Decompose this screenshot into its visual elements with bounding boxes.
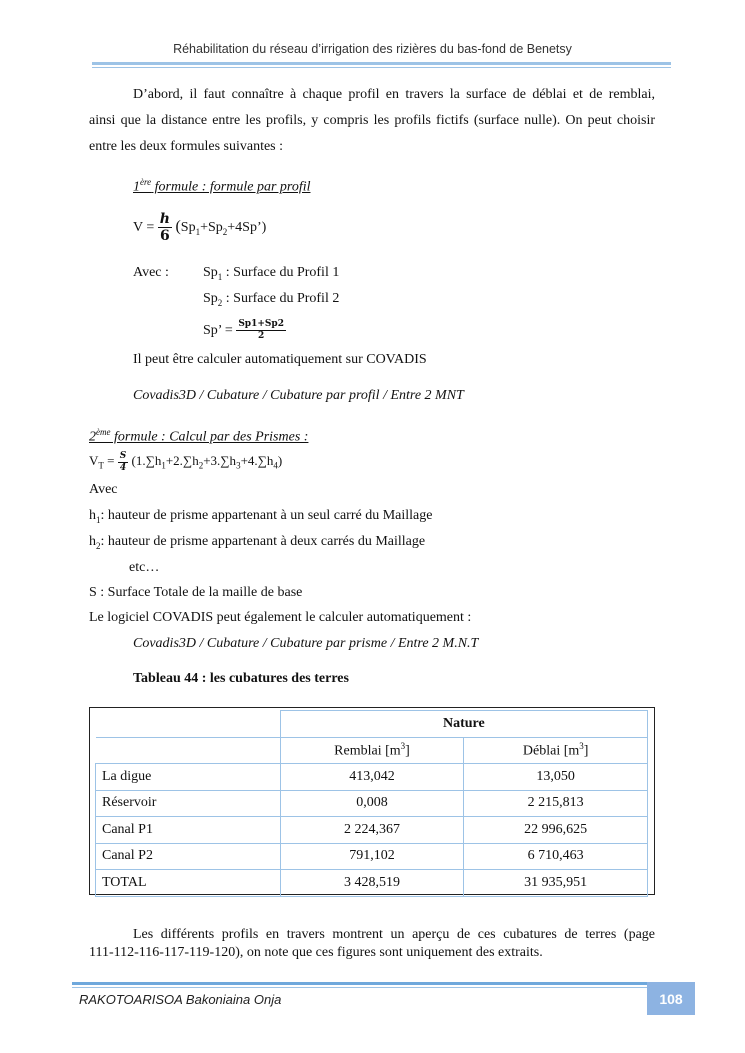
footer-author: RAKOTOARISOA Bakoniaina Onja [79, 992, 282, 1007]
formula2-heading: 2ème formule : Calcul par des Prismes : [89, 427, 309, 445]
cell-remblai: 791,102 [280, 843, 464, 870]
table-row-total [96, 870, 648, 897]
spmean-fraction: $\frac{Sp1+Sp2}{2}$ [238, 319, 284, 342]
table-corner-cell-2 [96, 737, 281, 764]
row-label: TOTAL [96, 870, 281, 897]
formula2-fraction: $\frac{S}{4}$ [119, 450, 127, 473]
cell-deblai: 2 215,813 [464, 790, 648, 817]
footer-rule-thin [72, 987, 648, 988]
cell-deblai: 31 935,951 [464, 870, 648, 897]
running-header: Réhabilitation du réseau d’irrigation des rizières du bas-fond de Benetsy [173, 42, 572, 56]
table-header-row [96, 737, 648, 764]
cell-remblai: 0,008 [280, 790, 464, 817]
formula1-avec: Avec : [133, 265, 169, 280]
cell-deblai: 6 710,463 [464, 843, 648, 870]
formula1-auto: Il peut être calculer automatiquement sur COVADIS [133, 352, 427, 367]
formula1-def-spmean: Sp’ = $\frac{Sp1+Sp2}{2}$ [203, 319, 284, 342]
cell-remblai: 3 428,519 [280, 870, 464, 897]
table-row [96, 764, 648, 791]
formula1-def-sp1: $Sp_1$ : Surface du Profil 1 [203, 265, 340, 282]
row-label: Canal P2 [96, 843, 281, 870]
page-number-badge: 108 [647, 982, 695, 1015]
formula2-avec: Avec [89, 482, 118, 497]
formula2-def-h1: $h_1$: hauteur de prisme appartenant à un seul carré du Maillage [89, 508, 433, 525]
column-header-deblai: Déblai $[m^3]$ [464, 737, 648, 764]
formula2-def-h2: $h_2$: hauteur de prisme appartenant à deux carrés du Maillage [89, 534, 426, 551]
table-row [96, 843, 648, 870]
closing-line-1: Les différents profils en travers montrent un aperçu de ces cubatures de terres (page [133, 927, 655, 942]
cell-deblai: 22 996,625 [464, 817, 648, 844]
cell-remblai: 413,042 [280, 764, 464, 791]
formula1-path: Covadis3D / Cubature / Cubature par profil / Entre 2 MNT [133, 388, 464, 403]
row-label: La digue [96, 764, 281, 791]
closing-line-2: 111-112-116-117-119-120), on note que ces figures sont uniquement des extraits. [89, 945, 543, 960]
intro-line-1: D’abord, il faut connaître à chaque profil en travers la surface de déblai et de remblai, [133, 87, 655, 102]
table-row [96, 790, 648, 817]
header-rule-thin [92, 67, 671, 68]
header-rule [92, 62, 671, 65]
formula1-equation: V = $\frac{h}{6}$ $(Sp_1+Sp_2+4Sp’)$ [133, 211, 267, 245]
table-corner-cell [96, 711, 281, 738]
formula1-fraction: $\frac{h}{6}$ [159, 211, 170, 245]
cell-deblai: 13,050 [464, 764, 648, 791]
formula1-def-sp2: $Sp_2$ : Surface du Profil 2 [203, 291, 340, 308]
table-header-group-row [96, 711, 648, 738]
formula2-equation: $V_T$ = $\frac{S}{4}$ $(1.\sum h_1+2.\sum h_2+3.\sum h_3+4.\sum h_4)$ [89, 450, 283, 473]
row-label: Réservoir [96, 790, 281, 817]
cubature-table-frame [89, 707, 655, 895]
formula1-heading: 1ère formule : formule par profil [133, 177, 311, 195]
column-header-remblai: Remblai $[m^3]$ [280, 737, 464, 764]
formula2-path: Covadis3D / Cubature / Cubature par prisme / Entre 2 M.N.T [133, 636, 479, 651]
intro-line-2: ainsi que la distance entre les profils, y compris les profils fictifs (surface nulle). On peut choisir [89, 113, 655, 128]
formula2-s-def: S : Surface Totale de la maille de base [89, 585, 303, 600]
table-group-header: Nature [280, 711, 647, 738]
formula2-auto: Le logiciel COVADIS peut également le calculer automatiquement : [89, 610, 472, 625]
table-caption: Tableau 44 : les cubatures des terres [133, 671, 349, 686]
cell-remblai: 2 224,367 [280, 817, 464, 844]
cubature-table [95, 710, 648, 897]
formula2-etc: etc… [129, 560, 160, 575]
table-row [96, 817, 648, 844]
footer-rule [72, 982, 648, 985]
intro-line-3: entre les deux formules suivantes : [89, 139, 284, 154]
row-label: Canal P1 [96, 817, 281, 844]
